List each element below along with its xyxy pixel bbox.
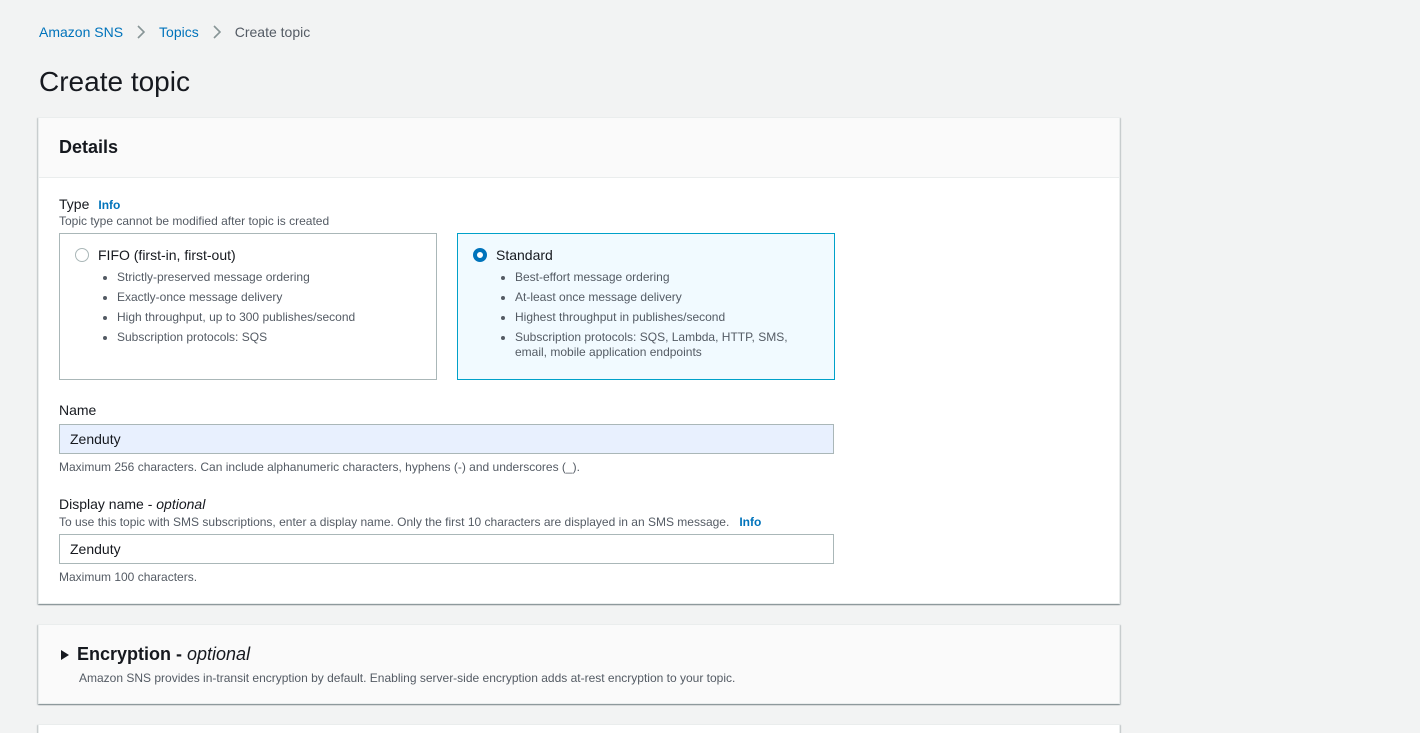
list-item: • Highest throughput in publishes/second	[515, 310, 818, 325]
list-item: • Exactly-once message delivery	[117, 290, 420, 305]
optional-tag: optional	[156, 496, 206, 512]
next-panel	[38, 724, 1120, 733]
encryption-toggle[interactable]	[61, 644, 250, 665]
details-title: Details	[59, 137, 119, 157]
list-item: • At-least once message delivery	[515, 290, 818, 305]
caret-right-icon	[61, 650, 69, 660]
list-item: • Subscription protocols: SQS, Lambda, HTTP, SMS, email, mobile application endpoints	[515, 330, 818, 360]
type-info-link[interactable]: Info	[98, 198, 121, 212]
standard-bullets	[473, 270, 818, 360]
fifo-bullets	[75, 270, 420, 345]
display-name-input[interactable]	[59, 534, 834, 564]
optional-tag: optional	[187, 644, 251, 664]
display-name-info-link[interactable]: Info	[739, 515, 762, 529]
breadcrumb-topics[interactable]: Topics	[159, 24, 199, 40]
encryption-panel	[38, 624, 1120, 704]
type-option-standard[interactable]	[457, 233, 835, 380]
display-name-label: Display name - optional	[59, 496, 206, 512]
type-label: Type	[59, 196, 90, 212]
display-name-description-row	[59, 515, 761, 529]
list-item: • Best-effort message ordering	[515, 270, 818, 285]
chevron-right-icon	[123, 25, 159, 39]
breadcrumb-current: Create topic	[234, 24, 311, 40]
name-input[interactable]	[59, 424, 834, 454]
fifo-radio[interactable]	[75, 248, 89, 262]
list-item: • Strictly-preserved message ordering	[117, 270, 420, 285]
display-name-hint: Maximum 100 characters.	[59, 570, 198, 584]
standard-label: Standard	[496, 247, 553, 263]
breadcrumb	[39, 23, 310, 41]
name-hint: Maximum 256 characters. Can include alphanumeric characters, hyphens (-) and underscores (_).	[59, 460, 580, 474]
page-title: Create topic	[39, 66, 190, 97]
details-panel	[38, 117, 1120, 604]
name-label: Name	[59, 402, 97, 418]
encryption-title: Encryption - optional	[77, 644, 251, 664]
type-description: Topic type cannot be modified after topic is created	[59, 214, 330, 228]
display-name-description: To use this topic with SMS subscriptions, enter a display name. Only the first 10 characters are displayed in an SMS message.	[59, 515, 730, 529]
list-item: • Subscription protocols: SQS	[117, 330, 420, 345]
chevron-right-icon	[199, 25, 235, 39]
details-header	[39, 118, 1119, 178]
breadcrumb-amazon-sns[interactable]: Amazon SNS	[39, 24, 124, 40]
fifo-label: FIFO (first-in, first-out)	[98, 247, 236, 263]
type-option-fifo[interactable]	[59, 233, 437, 380]
list-item: • High throughput, up to 300 publishes/second	[117, 310, 420, 325]
standard-radio[interactable]	[473, 248, 487, 262]
encryption-description: Amazon SNS provides in-transit encryption by default. Enabling server-side encryption adds at-rest encryption to your topic.	[79, 671, 736, 685]
type-label-row	[59, 196, 120, 212]
